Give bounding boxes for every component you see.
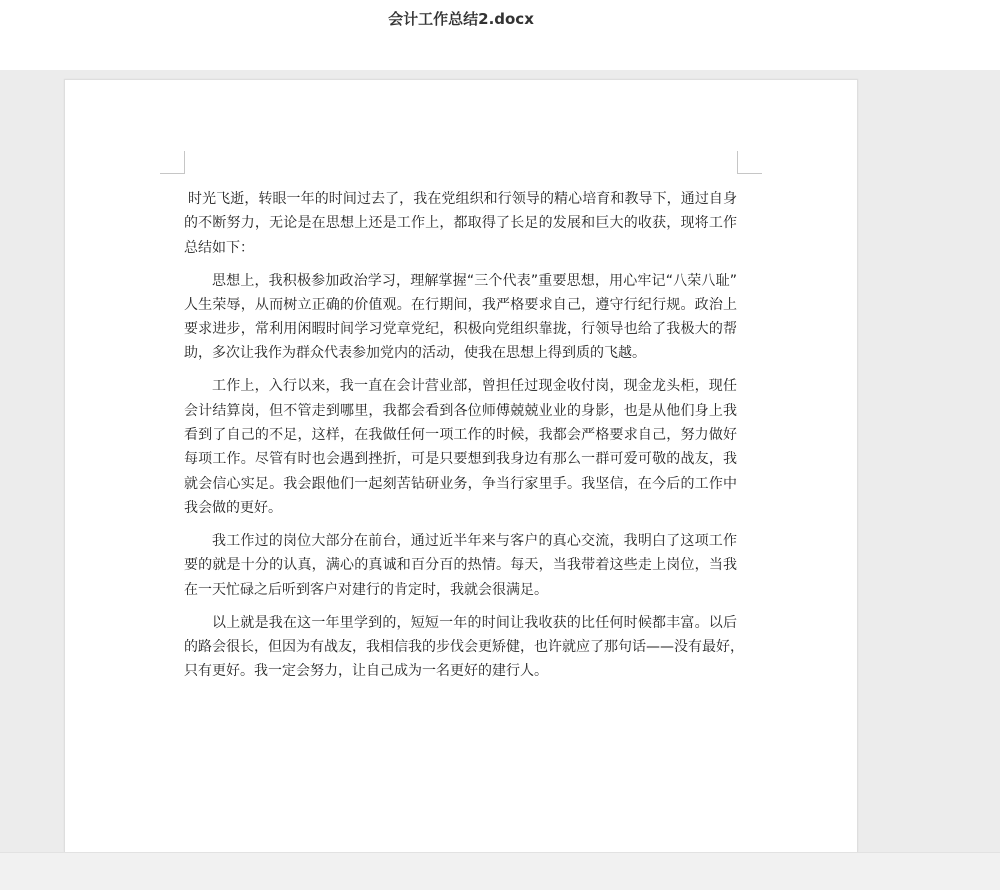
text-line: 只有更好。我一定会努力，让自己成为一名更好的建行人。 [184,663,548,680]
text-line: 每项工作。尽管有时也会遇到挫折，可是只要想到我身边有那么一群可爱可敬的战友，我 [184,451,737,468]
paragraph-2 [184,269,737,366]
text-line: 总结如下： [184,239,254,256]
margin-mark-top-right [737,151,762,174]
text-line: 看到了自己的不足，这样，在我做任何一项工作的时候，我都会严格要求自己，努力做好 [184,427,737,444]
text-line: 的不断努力，无论是在思想上还是工作上，都取得了长足的发展和巨大的收获，现将工作 [184,215,737,232]
text-line: 人生荣辱，从而树立正确的价值观。在行期间，我严格要求自己，遵守行纪行规。政治上 [184,296,737,313]
text-line: 思想上，我积极参加政治学习，理解掌握“三个代表”重要思想，用心牢记“八荣八耻” [212,272,737,289]
text-line: 会计结算岗，但不管走到哪里，我都会看到各位师傅兢兢业业的身影，也是从他们身上我 [184,402,737,419]
text-line: 时光飞逝，转眼一年的时间过去了，我在党组织和行领导的精心培育和教导下，通过自身 [188,191,737,207]
text-line: 在一天忙碌之后听到客户对建行的肯定时，我就会很满足。 [184,581,548,598]
paragraph-4 [184,529,737,602]
document-title: 会计工作总结2.docx [388,10,534,28]
text-line: 我工作过的岗位大部分在前台，通过近半年来与客户的真心交流，我明白了这项工作 [212,532,737,549]
text-line: 要求进步，常利用闲暇时间学习党章党纪，积极向党组织靠拢，行领导也给了我极大的帮 [184,321,737,338]
text-line: 我会做的更好。 [184,499,282,516]
text-line: 就会信心实足。我会跟他们一起刻苦钻研业务，争当行家里手。我坚信，在今后的工作中 [184,475,737,492]
document-page[interactable] [64,79,858,852]
bottom-bar [0,852,1000,890]
paragraph-3 [184,374,737,520]
paragraph-5 [184,611,744,684]
text-line: 助，多次让我作为群众代表参加党内的活动，使我在思想上得到质的飞越。 [184,345,646,362]
viewer-header [0,0,1000,70]
text-line: 工作上，入行以来，我一直在会计营业部，曾担任过现金收付岗，现金龙头柜，现任 [212,378,737,395]
document-body [184,187,744,692]
text-line: 的路会很长，但因为有战友，我相信我的步伐会更矫健，也许就应了那句话——没有最好， [184,638,744,655]
paragraph-1 [184,187,737,260]
margin-mark-top-left [160,151,185,174]
text-line: 要的就是十分的认真，满心的真诚和百分百的热情。每天，当我带着这些走上岗位，当我 [184,557,737,574]
text-line: 以上就是我在这一年里学到的，短短一年的时间让我收获的比任何时候都丰富。以后 [212,614,737,631]
